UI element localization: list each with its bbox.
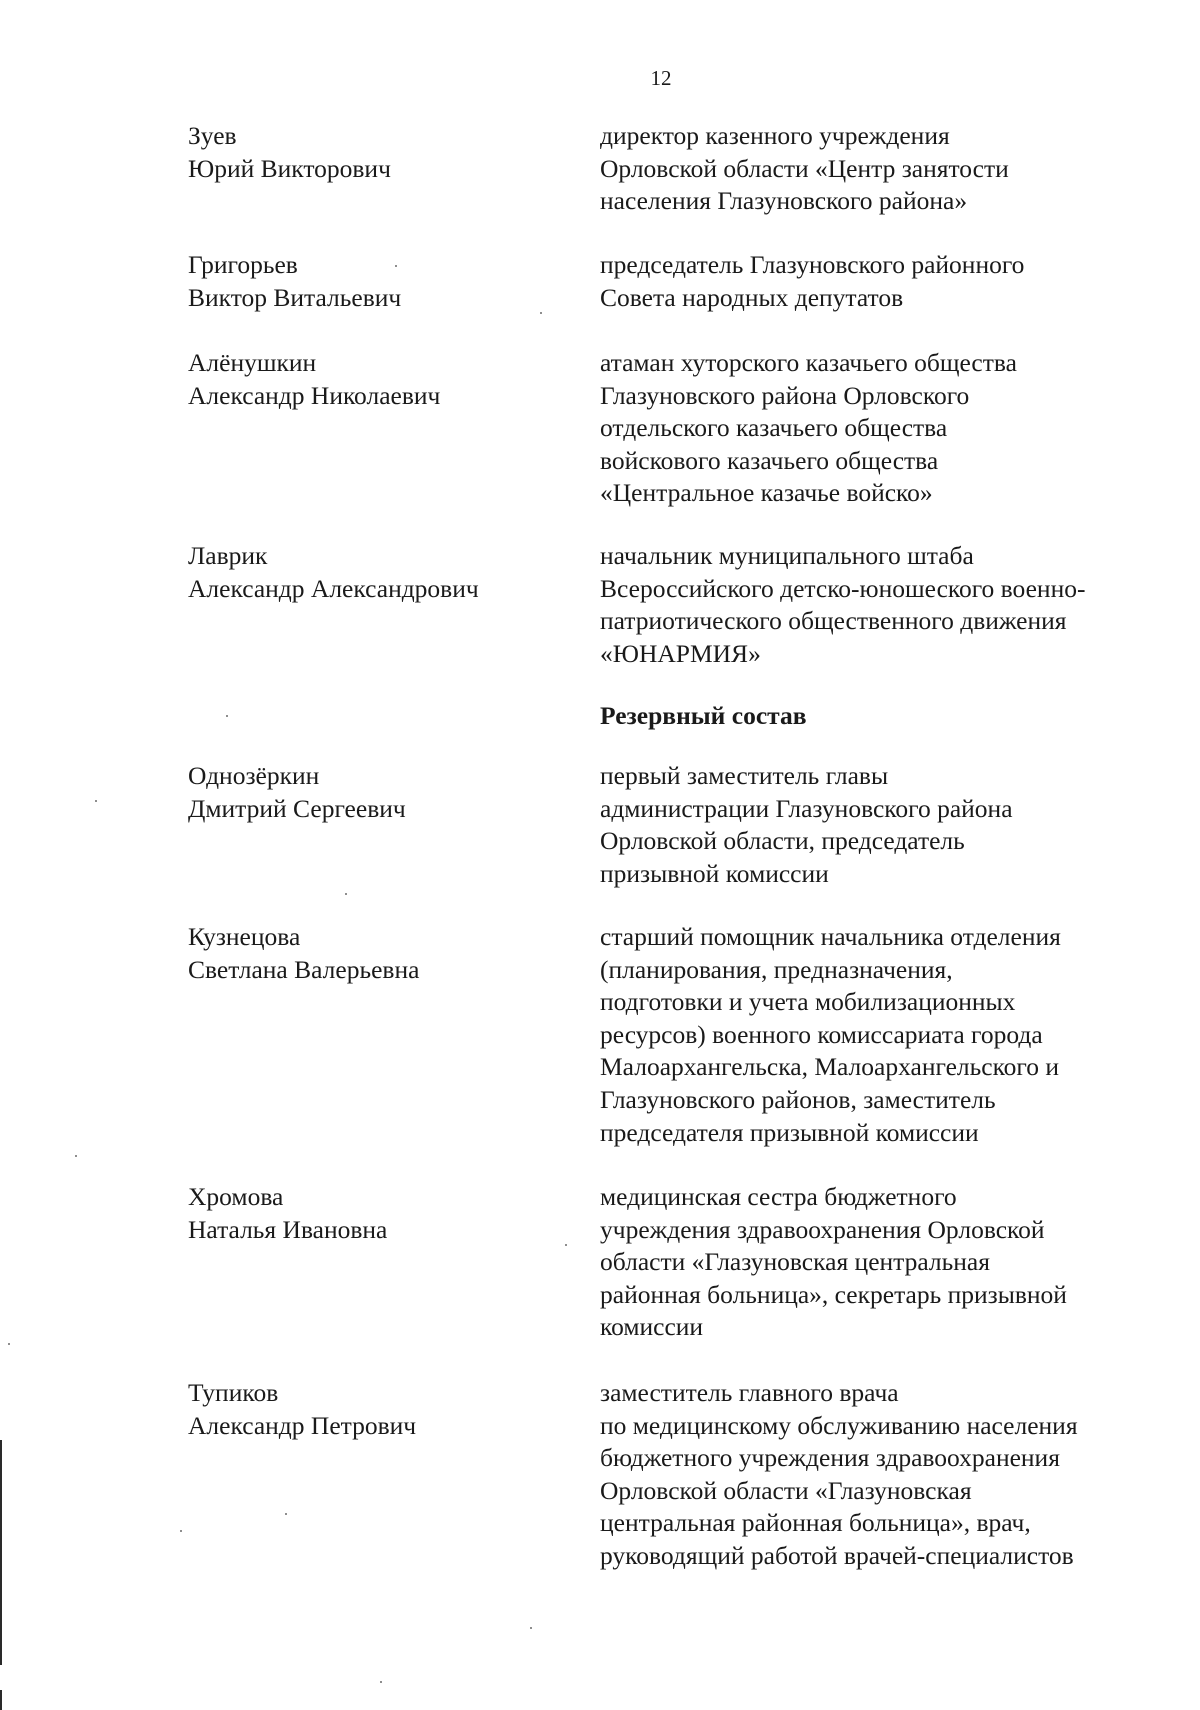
member-given-name: Александр Петрович <box>188 1410 417 1440</box>
scan-speck <box>8 1343 10 1345</box>
member-surname: Григорьев <box>188 250 298 279</box>
member-position: медицинская сестра бюджетного учреждения здравоохранения Орловской области «Глазуновская центральная районная больница», секретарь призывной комиссии <box>600 1182 1067 1342</box>
scan-speck <box>226 715 228 717</box>
scan-speck <box>530 1627 532 1629</box>
member-surname: Лаврик <box>188 541 268 570</box>
member-name <box>188 540 479 605</box>
member-given-name: Дмитрий Сергеевич <box>188 793 406 823</box>
member-position: старший помощник начальника отделения (планирования, предназначения, подготовки и учета мобилизационных ресурсов) военного комиссариата города Малоархангельска, Малоархангельского и Глазуновского районов, заместитель председателя призывной комиссии <box>600 922 1061 1147</box>
member-position: директор казенного учреждения Орловской области «Центр занятости населения Глазуновского района» <box>600 121 1009 216</box>
member-given-name: Юрий Викторович <box>188 153 391 183</box>
member-name <box>188 249 401 314</box>
member-surname: Зуев <box>188 121 237 150</box>
member-name <box>188 921 419 986</box>
member-name <box>188 1377 416 1442</box>
member-given-name: Виктор Витальевич <box>188 282 402 312</box>
scan-speck <box>285 1513 287 1515</box>
member-name <box>188 347 440 412</box>
member-surname: Однозёркин <box>188 761 320 790</box>
page-number: 12 <box>650 66 672 90</box>
member-position: первый заместитель главы администрации Глазуновского района Орловской области, председатель призывной комиссии <box>600 761 1013 888</box>
scan-margin-line <box>0 1690 2 1710</box>
member-name <box>188 760 406 825</box>
member-surname: Алёнушкин <box>188 348 317 377</box>
scan-speck <box>180 1530 182 1532</box>
member-surname: Хромова <box>188 1182 284 1211</box>
reserve-heading: Резервный состав <box>600 701 807 730</box>
member-given-name: Светлана Валерьевна <box>188 954 420 984</box>
scan-speck <box>75 1155 77 1157</box>
scan-speck <box>395 265 397 267</box>
member-given-name: Александр Александрович <box>188 573 479 603</box>
member-given-name: Наталья Ивановна <box>188 1214 388 1244</box>
scan-margin-line <box>0 1440 2 1665</box>
member-name <box>188 1181 387 1246</box>
scan-speck <box>540 312 542 314</box>
member-position: атаман хуторского казачьего общества Глазуновского района Орловского отдельского казачьего общества войскового казачьего общества «Центральное казачье войско» <box>600 348 1017 508</box>
member-position: начальник муниципального штаба Всероссийского детско-юношеского военно- патриотического общественного движения «ЮНАРМИЯ» <box>600 541 1086 668</box>
scan-speck <box>565 1244 567 1246</box>
member-name <box>188 120 391 185</box>
member-position: председатель Глазуновского районного Совета народных депутатов <box>600 250 1025 312</box>
scan-speck <box>95 800 97 802</box>
member-given-name: Александр Николаевич <box>188 380 441 410</box>
scan-speck <box>380 1681 382 1683</box>
member-surname: Кузнецова <box>188 922 301 951</box>
member-position: заместитель главного врача по медицинскому обслуживанию населения бюджетного учреждения здравоохранения Орловской области «Глазуновская центральная районная больница», врач, руководящий работой врачей-специалистов <box>600 1378 1078 1570</box>
member-surname: Тупиков <box>188 1378 279 1407</box>
scan-speck <box>345 893 347 895</box>
